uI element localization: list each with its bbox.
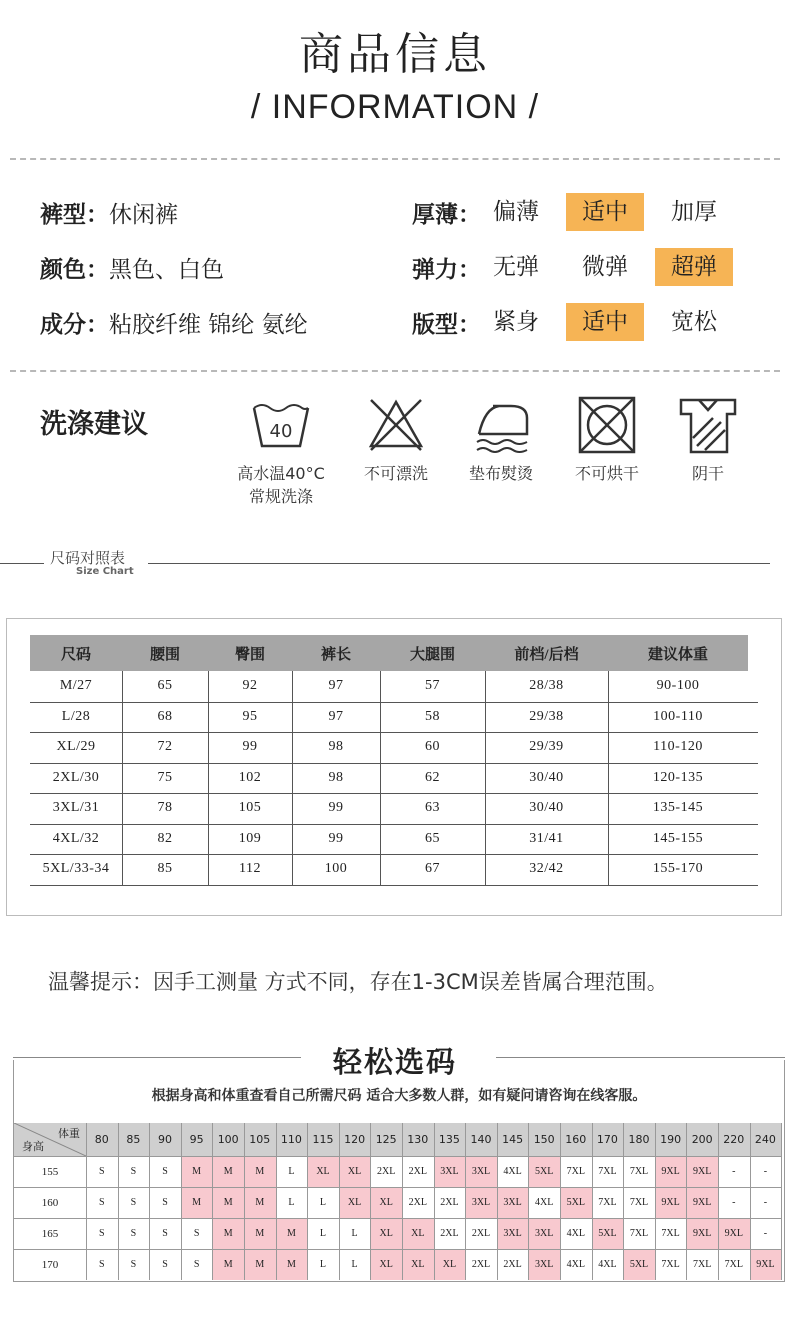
- thickness-option-thick: 加厚: [671, 199, 717, 225]
- column-divider: [307, 1123, 308, 1280]
- size-grid-cell: S: [162, 1228, 168, 1239]
- weight-header-cell: 145: [497, 1123, 529, 1156]
- corner-diagonal: [14, 1123, 86, 1156]
- size-grid-cell: -: [763, 1197, 768, 1208]
- weight-header-cell: 90: [149, 1123, 181, 1156]
- size-grid-cell: -: [763, 1166, 768, 1177]
- size-grid-cell: L: [319, 1228, 327, 1239]
- size-cell: 29/39: [529, 739, 564, 754]
- size-grid-cell: 7XL: [598, 1197, 617, 1208]
- size-grid-cell: M: [181, 1187, 213, 1218]
- size-cell: 97: [328, 678, 344, 693]
- size-cell: 75: [157, 769, 173, 785]
- size-grid-cell: 3XL: [434, 1156, 466, 1187]
- size-cell: 29/38: [529, 708, 564, 724]
- size-grid-cell: 9XL: [686, 1187, 718, 1218]
- page-title: 商品信息: [299, 29, 491, 80]
- size-cell: 4XL/32: [52, 830, 100, 846]
- corner-weight-label: 体重: [58, 1127, 80, 1140]
- attr-elasticity: [412, 247, 481, 287]
- size-grid-cell: S: [193, 1259, 200, 1270]
- size-grid-cell: XL: [370, 1249, 402, 1280]
- size-grid-cell: S: [99, 1166, 105, 1177]
- column-divider: [750, 1123, 751, 1280]
- no-tumble-dry-icon: [576, 394, 638, 456]
- row-divider: [30, 885, 758, 886]
- weight-header-cell: 150: [528, 1123, 560, 1156]
- size-grid-cell: S: [130, 1166, 137, 1177]
- weight-header-cell: 130: [402, 1123, 434, 1156]
- row-divider: [14, 1187, 781, 1188]
- attr-color: [40, 247, 224, 287]
- size-grid-cell: M: [244, 1156, 276, 1187]
- column-divider: [292, 671, 293, 885]
- attr-label: 成分：: [40, 311, 109, 338]
- size-header-cell: 臀围: [208, 635, 292, 671]
- size-grid-cell: 4XL: [566, 1228, 585, 1239]
- size-grid-cell: S: [162, 1259, 168, 1270]
- attr-label: 厚薄：: [412, 201, 481, 228]
- divider: [10, 158, 780, 160]
- size-grid-cell: 5XL: [623, 1249, 655, 1280]
- weight-header-cell: 140: [465, 1123, 497, 1156]
- size-header-cell: 大腿围: [380, 635, 485, 671]
- weight-header-cell: 220: [718, 1123, 750, 1156]
- size-grid-cell: 2XL: [377, 1166, 396, 1177]
- size-grid-cell: S: [130, 1197, 137, 1208]
- shade-dry-icon: [677, 394, 739, 456]
- size-grid-cell: 2XL: [471, 1228, 491, 1239]
- size-cell: 58: [425, 708, 440, 724]
- size-header-cell: 尺码: [30, 635, 122, 671]
- size-cell: 30/40: [529, 800, 564, 815]
- weight-header-cell: 80: [86, 1123, 118, 1156]
- weight-header-cell: 85: [118, 1123, 150, 1156]
- fit-option-regular: 适中: [566, 303, 644, 341]
- size-grid-cell: 2XL: [440, 1197, 459, 1208]
- attr-fit: [412, 302, 481, 342]
- size-grid-cell: M: [244, 1218, 276, 1249]
- iron-with-cloth-icon: [471, 394, 533, 456]
- column-divider: [402, 1123, 403, 1280]
- attr-value: 休闲裤: [109, 201, 178, 228]
- size-grid-cell: 7XL: [693, 1259, 712, 1270]
- column-divider: [276, 1123, 277, 1280]
- divider: [0, 563, 44, 564]
- attr-value: 黑色、白色: [109, 256, 224, 283]
- column-divider: [208, 671, 209, 885]
- weight-header-cell: 125: [370, 1123, 402, 1156]
- size-cell: 65: [425, 830, 440, 846]
- row-divider: [14, 1249, 781, 1250]
- no-bleach-icon: [365, 394, 427, 456]
- size-cell: 95: [242, 708, 258, 724]
- size-grid-cell: 2XL: [503, 1259, 522, 1270]
- size-grid-cell: XL: [307, 1156, 339, 1187]
- size-cell: 120-135: [652, 769, 704, 785]
- size-grid-cell: 7XL: [629, 1228, 649, 1239]
- size-cell: 102: [238, 769, 262, 785]
- size-grid-cell: XL: [402, 1218, 434, 1249]
- column-divider: [181, 1123, 182, 1280]
- size-grid-cell: 5XL: [560, 1187, 592, 1218]
- wash-label: 不可烘干: [574, 464, 639, 483]
- column-divider: [118, 1123, 119, 1280]
- size-grid-cell: 2XL: [471, 1259, 491, 1270]
- size-cell: 63: [425, 800, 440, 815]
- size-cell: 30/40: [529, 769, 564, 785]
- size-grid-cell: 9XL: [655, 1187, 687, 1218]
- size-cell: 65: [157, 678, 173, 693]
- size-cell: 68: [157, 708, 173, 724]
- size-grid-cell: L: [288, 1197, 295, 1208]
- weight-header-cell: 105: [244, 1123, 276, 1156]
- size-grid-cell: 7XL: [661, 1228, 680, 1239]
- size-chart-title: 尺码对照表: [50, 549, 126, 567]
- column-divider: [623, 1123, 624, 1280]
- column-divider: [434, 1123, 435, 1280]
- column-divider: [465, 1123, 466, 1280]
- size-chart-subtitle: Size Chart: [76, 566, 134, 577]
- column-divider: [608, 671, 609, 885]
- size-grid-cell: L: [319, 1259, 327, 1270]
- size-grid-cell: 3XL: [465, 1187, 497, 1218]
- wash-label: 高水温40°C 常规洗涤: [237, 464, 325, 506]
- size-cell: 5XL/33-34: [42, 861, 110, 876]
- size-cell: 100-110: [653, 708, 703, 724]
- size-grid-cell: 4XL: [598, 1259, 617, 1270]
- weight-header-cell: 170: [592, 1123, 624, 1156]
- size-grid-cell: S: [162, 1197, 168, 1208]
- thickness-option-medium: 适中: [566, 193, 644, 231]
- weight-header-cell: 110: [276, 1123, 308, 1156]
- thickness-option-thin: 偏薄: [493, 199, 539, 225]
- size-grid-cell: XL: [339, 1156, 371, 1187]
- size-grid-cell: M: [212, 1218, 244, 1249]
- page-subtitle: / INFORMATION /: [250, 88, 540, 126]
- attr-composition: [40, 302, 308, 342]
- size-cell: 112: [239, 861, 261, 876]
- column-divider: [592, 1123, 593, 1280]
- size-cell: 105: [238, 800, 262, 815]
- column-divider: [370, 1123, 371, 1280]
- size-grid-cell: S: [193, 1228, 200, 1239]
- size-grid-cell: -: [763, 1228, 768, 1239]
- size-header-cell: 建议体重: [608, 635, 748, 671]
- column-divider: [781, 1123, 782, 1280]
- divider: [148, 563, 770, 564]
- weight-header-cell: 135: [434, 1123, 466, 1156]
- size-grid-cell: 7XL: [598, 1166, 617, 1177]
- size-grid-cell: M: [276, 1218, 308, 1249]
- size-grid-cell: 2XL: [408, 1197, 427, 1208]
- attr-thickness: [412, 192, 481, 232]
- size-grid-cell: 3XL: [497, 1218, 529, 1249]
- height-row-label: 155: [41, 1165, 59, 1178]
- column-divider: [560, 1123, 561, 1280]
- column-divider: [380, 671, 381, 885]
- size-cell: 85: [157, 861, 173, 876]
- size-cell: 99: [242, 739, 258, 754]
- size-grid-cell: S: [99, 1259, 105, 1270]
- elasticity-option-super: 超弹: [655, 248, 733, 286]
- size-grid-cell: XL: [402, 1249, 434, 1280]
- weight-header-cell: 200: [686, 1123, 718, 1156]
- weight-header-cell: 160: [560, 1123, 592, 1156]
- divider: [496, 1057, 785, 1058]
- column-divider: [497, 1123, 498, 1280]
- weight-header-cell: 100: [212, 1123, 244, 1156]
- attr-label: 颜色：: [40, 256, 109, 283]
- column-divider: [149, 1123, 150, 1280]
- wash-label: 不可漂洗: [363, 464, 428, 483]
- size-grid-cell: XL: [339, 1187, 371, 1218]
- size-cell: 145-155: [652, 830, 704, 846]
- size-cell: 98: [328, 739, 344, 754]
- size-grid-cell: M: [181, 1156, 213, 1187]
- attr-label: 版型：: [412, 311, 481, 338]
- size-grid-cell: 7XL: [661, 1259, 680, 1270]
- size-grid-cell: S: [162, 1166, 168, 1177]
- column-divider: [86, 1123, 87, 1280]
- size-grid-cell: M: [212, 1249, 244, 1280]
- size-grid-cell: M: [212, 1156, 244, 1187]
- size-cell: 92: [242, 678, 258, 693]
- size-cell: 32/42: [529, 861, 564, 876]
- size-grid-cell: 5XL: [592, 1218, 624, 1249]
- size-cell: 110-120: [653, 739, 703, 754]
- column-divider: [686, 1123, 687, 1280]
- size-grid-cell: 9XL: [686, 1218, 718, 1249]
- size-grid-cell: 7XL: [724, 1259, 743, 1270]
- size-grid-cell: 7XL: [629, 1166, 649, 1177]
- size-cell: 60: [425, 739, 440, 754]
- size-cell: 82: [157, 830, 173, 846]
- size-grid-cell: 3XL: [497, 1187, 529, 1218]
- size-cell: 99: [328, 800, 344, 815]
- size-grid-cell: 9XL: [686, 1156, 718, 1187]
- size-grid-cell: 4XL: [535, 1197, 554, 1208]
- size-cell: 67: [425, 861, 440, 876]
- wash-label: 阴干: [691, 464, 724, 483]
- divider: [10, 370, 780, 372]
- size-grid-cell: S: [130, 1259, 137, 1270]
- size-cell: 99: [328, 830, 344, 846]
- size-grid-cell: -: [732, 1166, 736, 1177]
- size-cell: XL/29: [56, 739, 96, 754]
- weight-header-cell: 190: [655, 1123, 687, 1156]
- size-grid-cell: 2XL: [408, 1166, 427, 1177]
- size-header-cell: 前档/后档: [485, 635, 608, 671]
- weight-header-cell: 240: [750, 1123, 782, 1156]
- size-grid-cell: L: [351, 1259, 358, 1270]
- size-cell: 62: [425, 769, 440, 785]
- size-grid-cell: XL: [370, 1218, 402, 1249]
- size-grid-cell: S: [99, 1228, 105, 1239]
- attr-label: 裤型：: [40, 201, 109, 228]
- size-grid-cell: L: [319, 1197, 327, 1208]
- attr-pants-type: [40, 192, 178, 232]
- wash-temp-label: 40: [269, 421, 293, 442]
- size-cell: 3XL/31: [52, 800, 100, 815]
- size-cell: 97: [328, 708, 344, 724]
- size-cell: 90-100: [656, 678, 700, 693]
- size-cell: 72: [157, 739, 173, 754]
- size-cell: 57: [425, 678, 440, 693]
- size-header-cell: 裤长: [292, 635, 380, 671]
- attr-value: 粘胶纤维 锦纶 氨纶: [109, 311, 308, 338]
- height-row-label: 170: [41, 1258, 59, 1271]
- size-grid-cell: 9XL: [655, 1156, 687, 1187]
- column-divider: [718, 1123, 719, 1280]
- corner-height-label: 身高: [22, 1140, 44, 1153]
- easy-size-title: 轻松选码: [332, 1045, 457, 1079]
- wash-label: 垫布熨烫: [468, 464, 533, 483]
- attr-label: 弹力：: [412, 256, 481, 283]
- size-grid-cell: 2XL: [440, 1228, 459, 1239]
- size-cell: M/27: [59, 678, 93, 693]
- size-grid-cell: 9XL: [718, 1218, 750, 1249]
- grid-corner: [14, 1123, 86, 1156]
- size-cell: 155-170: [652, 861, 704, 876]
- size-grid-cell: 3XL: [465, 1156, 497, 1187]
- elasticity-option-none: 无弹: [493, 254, 539, 280]
- column-divider: [122, 671, 123, 885]
- height-row-label: 165: [41, 1227, 59, 1240]
- size-grid-cell: M: [244, 1187, 276, 1218]
- weight-header-cell: 120: [339, 1123, 371, 1156]
- wash-40-icon: [250, 394, 312, 456]
- size-grid-cell: L: [288, 1166, 295, 1177]
- size-cell: 28/38: [529, 678, 564, 693]
- size-grid-cell: 9XL: [750, 1249, 782, 1280]
- size-cell: 2XL/30: [52, 769, 100, 785]
- row-divider: [14, 1156, 781, 1157]
- size-cell: 100: [324, 861, 348, 876]
- weight-header-cell: 95: [181, 1123, 213, 1156]
- column-divider: [485, 671, 486, 885]
- size-grid-cell: XL: [370, 1187, 402, 1218]
- column-divider: [339, 1123, 340, 1280]
- column-divider: [528, 1123, 529, 1280]
- size-header-cell: 腰围: [122, 635, 208, 671]
- size-grid-cell: 7XL: [566, 1166, 585, 1177]
- elasticity-option-slight: 微弹: [582, 254, 628, 280]
- size-cell: 98: [328, 769, 344, 785]
- fit-option-slim: 紧身: [493, 309, 539, 335]
- size-grid-cell: S: [99, 1197, 105, 1208]
- size-cell: 78: [157, 800, 173, 815]
- size-grid-cell: M: [244, 1249, 276, 1280]
- washing-title: 洗涤建议: [40, 409, 148, 440]
- size-grid-cell: M: [212, 1187, 244, 1218]
- size-grid-cell: L: [351, 1228, 358, 1239]
- row-divider: [14, 1218, 781, 1219]
- column-divider: [655, 1123, 656, 1280]
- size-cell: 31/41: [529, 830, 564, 846]
- size-grid-cell: 3XL: [528, 1218, 560, 1249]
- column-divider: [244, 1123, 245, 1280]
- size-grid-cell: 4XL: [503, 1166, 522, 1177]
- fit-option-loose: 宽松: [671, 309, 717, 335]
- size-grid-cell: 3XL: [528, 1249, 560, 1280]
- column-divider: [212, 1123, 213, 1280]
- size-cell: 135-145: [652, 800, 704, 815]
- size-grid-cell: XL: [434, 1249, 466, 1280]
- size-grid-cell: -: [732, 1197, 736, 1208]
- measurement-tip: 温馨提示：因手工测量 方式不同，存在1-3CM误差皆属合理范围。: [48, 970, 668, 994]
- height-row-label: 160: [41, 1196, 59, 1209]
- size-grid-cell: 7XL: [629, 1197, 649, 1208]
- weight-header-cell: 115: [307, 1123, 339, 1156]
- easy-size-subtitle: 根据身高和体重查看自己所需尺码 适合大多数人群，如有疑问请咨询在线客服。: [151, 1088, 647, 1104]
- weight-header-cell: 180: [623, 1123, 655, 1156]
- size-grid-cell: 4XL: [566, 1259, 585, 1270]
- size-grid-cell: S: [130, 1228, 137, 1239]
- size-cell: L/28: [61, 708, 91, 724]
- size-cell: 109: [238, 830, 262, 846]
- size-grid-cell: M: [276, 1249, 308, 1280]
- size-grid-cell: 5XL: [528, 1156, 560, 1187]
